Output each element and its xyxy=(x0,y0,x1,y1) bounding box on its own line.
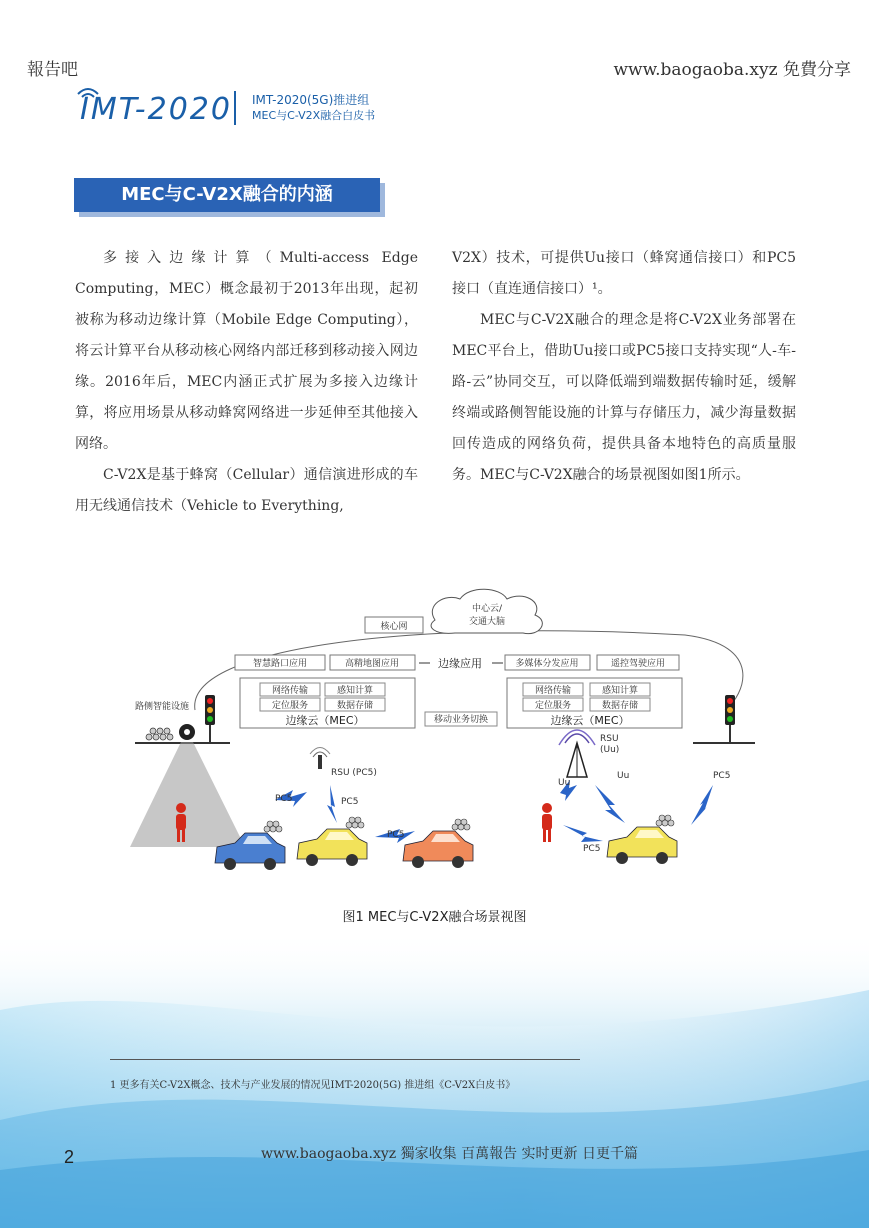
left-svc-2: 感知计算 xyxy=(336,686,374,696)
pc5-arrow-5 xyxy=(691,785,713,825)
footer-watermark: www.baogaoba.xyz 獨家收集 百萬報告 实时更新 日更千篇 xyxy=(261,1146,638,1162)
right-svc-1: 网络传输 xyxy=(534,686,572,696)
pc5-arrow-4 xyxy=(563,825,603,842)
pc5-arrow-2 xyxy=(327,785,337,823)
person-right-icon xyxy=(542,803,552,842)
right-svc-4: 数据存储 xyxy=(601,701,639,711)
car-yellow-right-icon xyxy=(607,827,677,864)
pc5-label-5: PC5 xyxy=(713,771,731,781)
header-line2: MEC与C-V2X融合白皮书 xyxy=(252,109,376,122)
scenario-figure xyxy=(125,585,765,885)
edge-apps-label: 边缘应用 xyxy=(438,657,482,670)
left-svc-4: 数据存储 xyxy=(336,701,374,711)
camera-coverage-cone xyxy=(130,742,245,847)
watermark-left: 報告吧 xyxy=(27,60,78,80)
footnote: 1 更多有关C-V2X概念、技术与产业发展的情况见IMT-2020(5G) 推进组《C-V2X白皮书》 xyxy=(110,1080,516,1091)
uu-arrow-2 xyxy=(595,785,625,823)
cloud-label-2: 交通大脑 xyxy=(468,617,506,627)
right-column xyxy=(452,243,796,491)
cloud-label-1: 中心云/ xyxy=(471,604,503,614)
pc5-label-2: PC5 xyxy=(341,797,359,807)
pc5-label-1: PC5 xyxy=(275,794,293,804)
car-sensors-icon xyxy=(264,815,674,832)
traffic-light-left-icon xyxy=(205,695,215,743)
figure-caption: 图1 MEC与C-V2X融合场景视图 xyxy=(342,910,527,925)
page-number: 2 xyxy=(64,1147,75,1167)
left-svc-1: 网络传输 xyxy=(271,686,309,696)
left-svc-3: 定位服务 xyxy=(271,701,309,711)
right-svc-3: 定位服务 xyxy=(534,701,572,711)
header-divider xyxy=(234,91,236,125)
app-left-1: 智慧路口应用 xyxy=(252,659,308,669)
central-cloud xyxy=(431,589,542,633)
left-column xyxy=(75,243,418,522)
section-title: MEC与C-V2X融合的内涵 xyxy=(74,178,380,212)
handover-label: 移动业务切换 xyxy=(433,715,489,725)
paragraph-mec: 多接入边缘计算（Multi-access Edge Computing，MEC）概念最初于2013年出现，起初被称为移动边缘计算（Mobile Edge Computing），将云计算平台从移动核心网络内部迁移到移动接入网边缘。2016年后，MEC内涵正式扩展为多接入边缘计算，将应用场景从移动蜂窝网络进一步延伸至其他接入网络。 xyxy=(75,250,418,452)
rsu-tower-right-icon xyxy=(559,730,595,777)
car-yellow-left-icon xyxy=(297,829,367,866)
app-right-2: 遥控驾驶应用 xyxy=(610,659,666,669)
core-network-label: 核心网 xyxy=(380,622,408,632)
pc5-label-4: PC5 xyxy=(583,844,601,854)
right-mec-label: 边缘云（MEC） xyxy=(550,714,630,727)
camera-icon xyxy=(179,724,195,740)
logo-text: IMT-2020 xyxy=(80,92,232,127)
paragraph-cv2x: C-V2X是基于蜂窝（Cellular）通信演进形成的车用无线通信技术（Vehicle to Everything, xyxy=(75,467,418,514)
uu-label-1: Uu xyxy=(558,778,571,788)
left-mec-label: 边缘云（MEC） xyxy=(285,714,365,727)
rsu-left-label: RSU (PC5) xyxy=(331,768,377,778)
uu-label-2: Uu xyxy=(617,771,630,781)
sensor-cluster-icon xyxy=(146,728,173,740)
footnote-rule xyxy=(110,1059,580,1060)
rsu-left-icon xyxy=(310,748,330,770)
watermark-right: www.baogaoba.xyz 免費分享 xyxy=(613,60,851,80)
pc5-label-3: PC5 xyxy=(387,830,405,840)
paragraph-fusion: MEC与C-V2X融合的理念是将C-V2X业务部署在MEC平台上，借助Uu接口或PC5接口支持实现“人-车-路-云”协同交互，可以降低端到端数据传输时延，缓解终端或路侧智能设施的计算与存储压力，减少海量数据回传造成的网络负荷，提供具备本地特色的高质量服务。MEC与C-V2X融合的场景视图如图1所示。 xyxy=(452,312,796,483)
paragraph-cv2x-cont: V2X）技术，可提供Uu接口（蜂窝通信接口）和PC5接口（直连通信接口）¹。 xyxy=(452,250,796,297)
rsu-right-label-1: RSU xyxy=(600,734,619,744)
header-line1: IMT-2020(5G)推进组 xyxy=(252,93,370,107)
app-right-1: 多媒体分发应用 xyxy=(515,659,579,669)
car-orange-icon xyxy=(403,831,473,868)
roadside-label: 路侧智能设施 xyxy=(135,702,190,712)
app-left-2: 高精地图应用 xyxy=(344,659,400,669)
right-svc-2: 感知计算 xyxy=(601,686,639,696)
rsu-right-label-2: (Uu) xyxy=(600,745,620,755)
traffic-light-right-icon xyxy=(725,695,735,743)
